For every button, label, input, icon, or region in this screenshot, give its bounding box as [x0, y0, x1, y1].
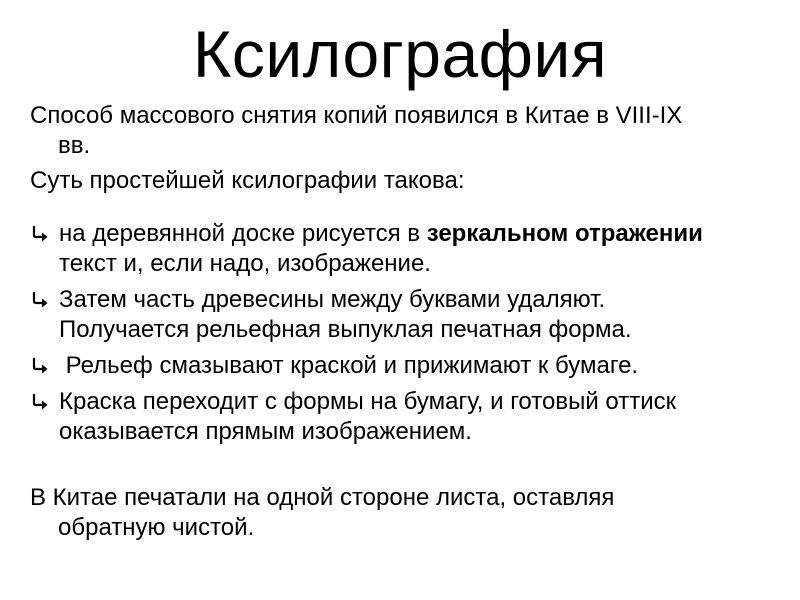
- curved-arrow-right-icon: [30, 355, 52, 377]
- list-item: [30, 351, 778, 381]
- slide-title: Ксилография: [192, 17, 608, 91]
- step-3-text: Рельеф смазывают краской и прижимают к бумаге.: [59, 352, 639, 379]
- intro-paragraph-origin: [30, 101, 775, 161]
- step-2-line-2: Получается рельефная выпуклая печатная форма.: [59, 316, 632, 343]
- curved-arrow-right-icon: [30, 391, 52, 413]
- step-2-line-1: Затем часть древесины между буквами удаляют.: [59, 286, 606, 313]
- closing-line-1-continuation: обратную чистой.: [58, 514, 255, 541]
- list-item: [30, 285, 778, 345]
- step-1-bold-text: зеркальном отражении: [426, 220, 703, 247]
- curved-arrow-right-icon: [30, 289, 52, 311]
- curved-arrow-right-icon: [30, 223, 52, 245]
- process-steps-list: [30, 219, 778, 453]
- step-1-text-start: на деревянной доске рисуется в: [59, 220, 427, 247]
- intro-paragraph-essence: Суть простейшей ксилографии такова:: [30, 167, 465, 194]
- step-4-line-2: оказывается прямым изображением.: [59, 418, 472, 445]
- intro-line-1: Способ массового снятия копий появился в Китае в VIII-IX: [30, 102, 683, 129]
- closing-line-1: В Китае печатали на одной стороне листа, оставляя: [30, 484, 615, 511]
- closing-paragraph: [30, 483, 775, 543]
- step-1-text-end: текст и, если надо, изображение.: [59, 250, 431, 277]
- step-4-line-1: Краска переходит с формы на бумагу, и готовый оттиск: [59, 388, 677, 415]
- intro-line-1-continuation: вв.: [58, 132, 91, 159]
- list-item: [30, 387, 778, 447]
- list-item: [30, 219, 778, 279]
